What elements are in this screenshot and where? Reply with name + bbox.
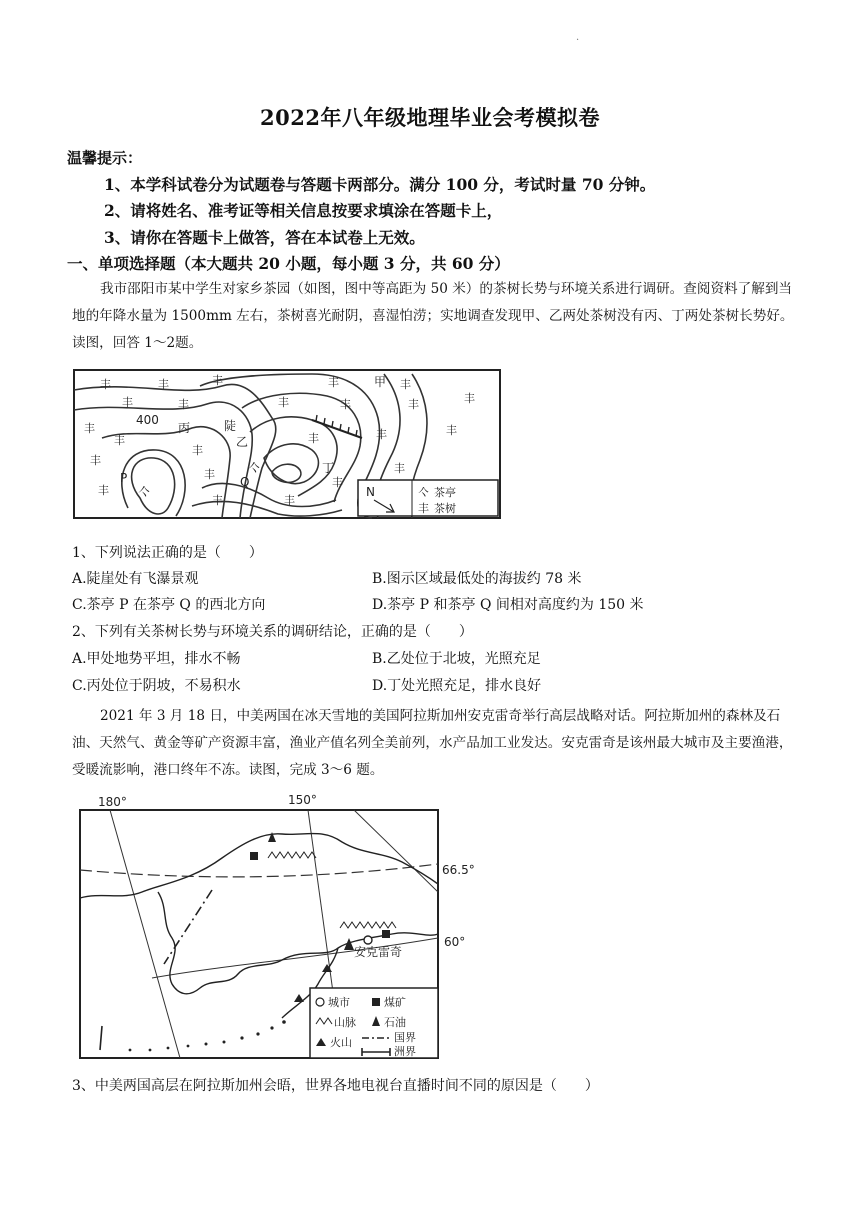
q1-option-b[interactable]: B.图示区域最低处的海拔约 78 米 xyxy=(372,571,582,587)
tip-item-1: 1、本学科试卷分为试题卷与答题卡两部分。满分 100 分，考试时量 70 分钟。 xyxy=(104,175,656,194)
label-q: Q xyxy=(240,475,250,489)
tea-icon: 丰 xyxy=(400,378,411,391)
north-label: N xyxy=(366,485,375,499)
pavilion-p-icon: 亽 xyxy=(138,485,151,499)
lon-label-180: 180° xyxy=(98,795,127,809)
label-bing: 丙 xyxy=(178,421,191,435)
lat-label-66-5: 66.5° xyxy=(442,863,475,877)
label-ding: 丁 xyxy=(322,461,335,475)
legend-tea-icon: 丰 xyxy=(418,502,429,515)
tea-icon: 丰 xyxy=(464,392,475,405)
tea-icon: 丰 xyxy=(328,376,339,389)
tea-icon: 丰 xyxy=(376,428,387,441)
label-jia: 甲 xyxy=(374,375,387,389)
legend-tea-label: 茶树 xyxy=(434,502,456,515)
q1-option-a[interactable]: A.陡崖处有飞瀑景观 xyxy=(72,571,199,587)
legend-border-label: 国界 xyxy=(394,1031,416,1044)
legend-pavilion-label: 茶亭 xyxy=(434,486,456,499)
tea-icon: 丰 xyxy=(114,434,125,447)
coal-mine-icon xyxy=(382,930,390,938)
tea-icon: 丰 xyxy=(212,374,223,387)
section-heading: 一、单项选择题（本大题共 20 小题，每小题 3 分，共 60 分） xyxy=(67,254,510,273)
label-p: P xyxy=(120,471,128,485)
tea-icon: 丰 xyxy=(192,444,203,457)
tea-icon: 丰 xyxy=(84,422,95,435)
passage-alaska: 2021 年 3 月 18 日，中美两国在冰天雪地的美国阿拉斯加州安克雷奇举行高层战略对话。阿拉斯加州的森林及石油、天然气、黄金等矿产资源丰富，渔业产值名列全美前列，水产品加工业发达。安克雷奇是该州最大城市及主要渔港，受暖流影响，港口终年不冻。读图，完成 3～6 题。 xyxy=(72,708,793,778)
city-label-anchorage: 安克雷奇 xyxy=(354,945,403,959)
lon-label-150: 150° xyxy=(288,793,317,807)
legend-continent-label: 洲界 xyxy=(394,1045,416,1058)
label-yi: 乙 xyxy=(236,435,249,449)
tea-icon: 丰 xyxy=(178,398,189,411)
tea-icon: 丰 xyxy=(284,494,295,507)
tea-icon: 丰 xyxy=(158,378,169,391)
tips-heading: 温馨提示： xyxy=(67,149,143,167)
q2-option-c[interactable]: C.丙处位于阴坡，不易积水 xyxy=(72,678,241,694)
tea-icon: 丰 xyxy=(278,396,289,409)
header-dot: . xyxy=(576,32,580,43)
tea-icon: 丰 xyxy=(308,432,319,445)
legend-volcano-label: 火山 xyxy=(330,1036,352,1049)
legend-coal-label: 煤矿 xyxy=(384,996,406,1009)
tea-icon: 丰 xyxy=(90,454,101,467)
page-title: 2022年八年级地理毕业会考模拟卷 xyxy=(260,105,600,130)
tea-icon: 丰 xyxy=(122,396,133,409)
lat-label-60: 60° xyxy=(444,935,466,949)
q1-option-c[interactable]: C.茶亭 P 在茶亭 Q 的西北方向 xyxy=(72,597,266,613)
pavilion-q-icon: 亽 xyxy=(248,461,261,475)
alaska-map xyxy=(72,788,478,1064)
tea-icon: 丰 xyxy=(394,462,405,475)
q2-option-d[interactable]: D.丁处光照充足，排水良好 xyxy=(372,678,542,694)
question-3-stem: 3、中美两国高层在阿拉斯加州会晤，世界各地电视台直播时间不同的原因是（ ） xyxy=(72,1078,599,1094)
city-icon xyxy=(364,936,372,944)
tea-icon: 丰 xyxy=(446,424,457,437)
tea-icon: 丰 xyxy=(340,398,351,411)
q2-option-a[interactable]: A.甲处地势平坦，排水不畅 xyxy=(72,651,241,667)
tea-icon: 丰 xyxy=(204,468,215,481)
question-2-stem: 2、下列有关茶树长势与环境关系的调研结论，正确的是（ ） xyxy=(72,624,473,640)
tip-item-2: 2、请将姓名、准考证等相关信息按要求填涂在答题卡上， xyxy=(104,201,503,220)
q1-option-d[interactable]: D.茶亭 P 和茶亭 Q 间相对高度约为 150 米 xyxy=(372,597,644,613)
tea-icon: 丰 xyxy=(212,494,223,507)
legend-oil-label: 石油 xyxy=(384,1016,406,1029)
legend-city-label: 城市 xyxy=(328,996,350,1009)
tea-icon: 丰 xyxy=(100,378,111,391)
tea-icon: 丰 xyxy=(408,398,419,411)
q2-option-b[interactable]: B.乙处位于北坡，光照充足 xyxy=(372,651,541,667)
tea-icon: 丰 xyxy=(332,476,343,489)
question-1-stem: 1、下列说法正确的是（ ） xyxy=(72,545,263,561)
passage-tea-garden: 我市邵阳市某中学生对家乡茶园（如图，图中等高距为 50 米）的茶树长势与环境关系进行调研。查阅资料了解到当地的年降水量为 1500mm 左右，茶树喜光耐阴，喜湿怕涝；实地调查发现甲、乙两处茶树没有丙、丁两处茶树长势好。读图，回答 1～2题。 xyxy=(72,281,794,351)
legend-mountain-label: 山脉 xyxy=(334,1016,356,1029)
contour-label-400: 400 xyxy=(136,413,159,427)
legend-pavilion-icon: 亽 xyxy=(418,486,429,499)
label-cliff: 陡 xyxy=(224,419,237,433)
tea-icon: 丰 xyxy=(98,484,109,497)
tip-item-3: 3、请你在答题卡上做答，答在本试卷上无效。 xyxy=(104,228,425,247)
tea-garden-contour-map xyxy=(72,368,502,520)
coal-mine-icon xyxy=(250,852,258,860)
